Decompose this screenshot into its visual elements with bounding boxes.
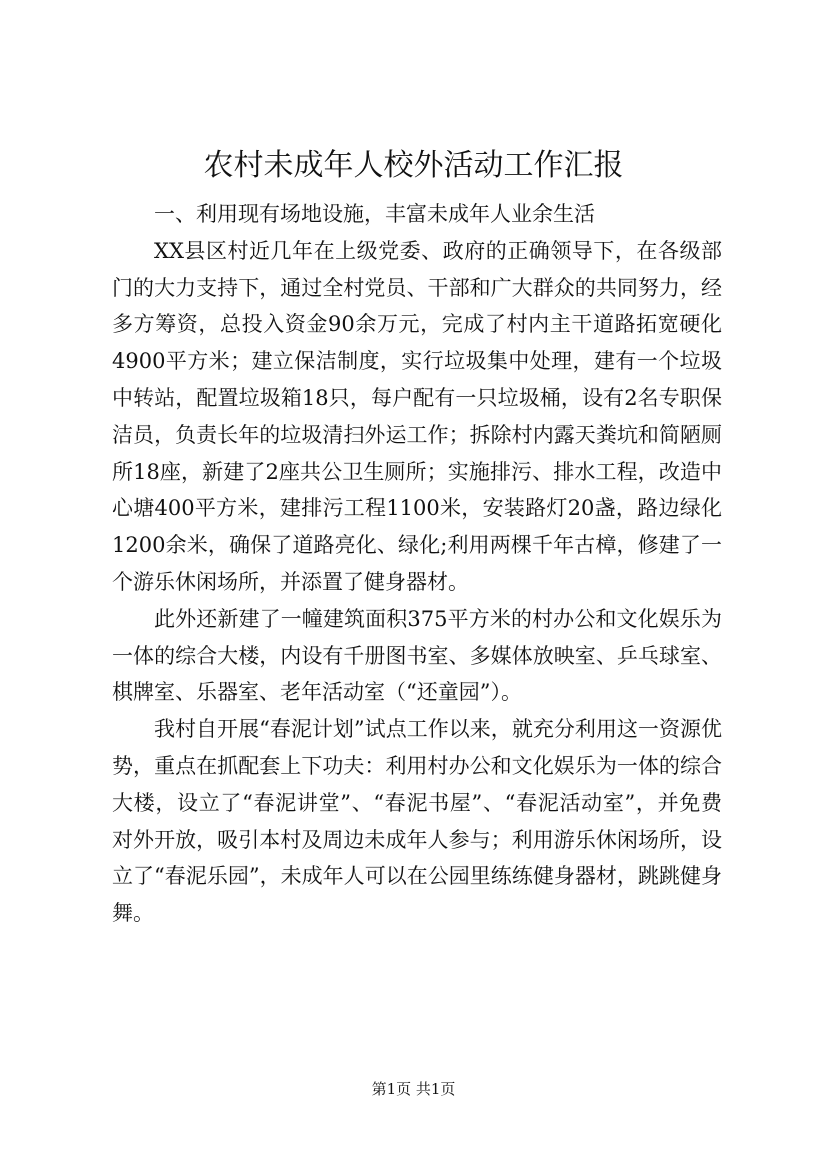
paragraph-3: 我村自开展“春泥计划”试点工作以来，就充分利用这一资源优势，重点在抓配套上下功夫：利用村办公和文化娱乐为一体的综合大楼，设立了“春泥讲堂”、“春泥书屋”、“春泥活动室”，并免费对外开放，吸引本村及周边未成年人参与；利用游乐休闲场所，设立了“春泥乐园”，未成年人可以在公园里练练健身器材，跳跳健身舞。 [112, 717, 722, 926]
page-footer: 第1页 共1页 [371, 1080, 456, 1098]
document-title: 农村未成年人校外活动工作汇报 [203, 148, 624, 183]
section-heading: 一、利用现有场地设施，丰富未成年人业余生活 [154, 202, 595, 226]
document-body [112, 196, 722, 932]
paragraph-1: XX县区村近几年在上级党委、政府的正确领导下，在各级部门的大力支持下，通过全村党员、干部和广大群众的共同努力，经多方筹资，总投入资金90余万元，完成了村内主干道路拓宽硬化4900平方米；建立保洁制度，实行垃圾集中处理，建有一个垃圾中转站，配置垃圾箱18只，每户配有一只垃圾桶，设有2名专职保洁员，负责长年的垃圾清扫外运工作；拆除村内露天粪坑和简陋厕所18座，新建了2座共公卫生厕所；实施排污、排水工程，改造中心塘400平方米，建排污工程1100米，安装路灯20盏，路边绿化1200余米，确保了道路亮化、绿化;利用两棵千年古樟，修建了一个游乐休闲场所，并添置了健身器材。 [112, 238, 722, 594]
paragraph-2: 此外还新建了一幢建筑面积375平方米的村办公和文化娱乐为一体的综合大楼，内设有千册图书室、多媒体放映室、乒乓球室、棋牌室、乐器室、老年活动室（“还童园”）。 [112, 606, 722, 705]
